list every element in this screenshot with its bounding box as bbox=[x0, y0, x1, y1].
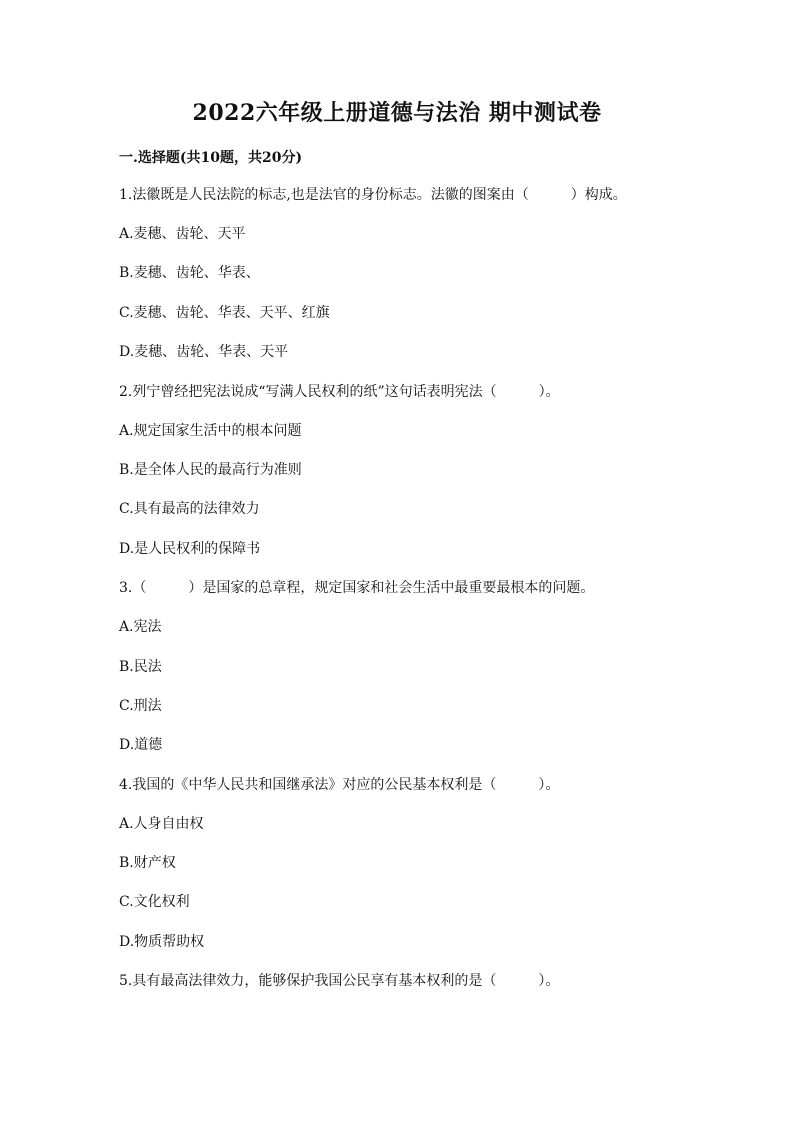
question-3-option-a: A.宪法 bbox=[119, 619, 162, 636]
question-4-option-c: C.文化权利 bbox=[119, 894, 190, 911]
question-4-option-d: D.物质帮助权 bbox=[119, 933, 205, 950]
question-1-option-c: C.麦穗、齿轮、华表、天平、红旗 bbox=[119, 304, 330, 321]
question-3-option-d: D.道德 bbox=[119, 737, 163, 754]
question-3-stem: 3.（ ）是国家的总章程，规定国家和社会生活中最重要最根本的问题。 bbox=[119, 580, 595, 597]
question-2-stem: 2.列宁曾经把宪法说成“写满人民权利的纸”这句话表明宪法（ ）。 bbox=[119, 383, 560, 400]
question-3-option-c: C.刑法 bbox=[119, 697, 162, 714]
question-4-stem: 4.我国的《中华人民共和国继承法》对应的公民基本权利是（ ）。 bbox=[119, 776, 560, 793]
question-4-option-a: A.人身自由权 bbox=[119, 815, 204, 832]
question-3-option-b: B.民法 bbox=[119, 658, 162, 675]
question-2-option-c: C.具有最高的法律效力 bbox=[119, 501, 260, 518]
question-2-option-d: D.是人民权利的保障书 bbox=[119, 540, 261, 557]
question-1-stem: 1.法徽既是人民法院的标志,也是法官的身份标志。法徽的图案由（ ）构成。 bbox=[119, 187, 627, 203]
section-heading: 一.选择题(共10题，共20分) bbox=[119, 150, 303, 166]
question-1-option-d: D.麦穗、齿轮、华表、天平 bbox=[119, 344, 289, 361]
question-2-option-a: A.规定国家生活中的根本问题 bbox=[119, 422, 302, 439]
question-list bbox=[119, 185, 675, 1010]
question-1-option-a: A.麦穗、齿轮、天平 bbox=[119, 226, 246, 242]
question-1-option-b: B.麦穗、齿轮、华表、 bbox=[119, 265, 260, 282]
question-5-stem: 5.具有最高法律效力，能够保护我国公民享有基本权利的是（ ）。 bbox=[119, 973, 560, 990]
exam-title: 2022六年级上册道德与法治 期中测试卷 bbox=[192, 100, 602, 126]
question-2-option-b: B.是全体人民的最高行为准则 bbox=[119, 461, 302, 478]
question-4-option-b: B.财产权 bbox=[119, 855, 176, 872]
